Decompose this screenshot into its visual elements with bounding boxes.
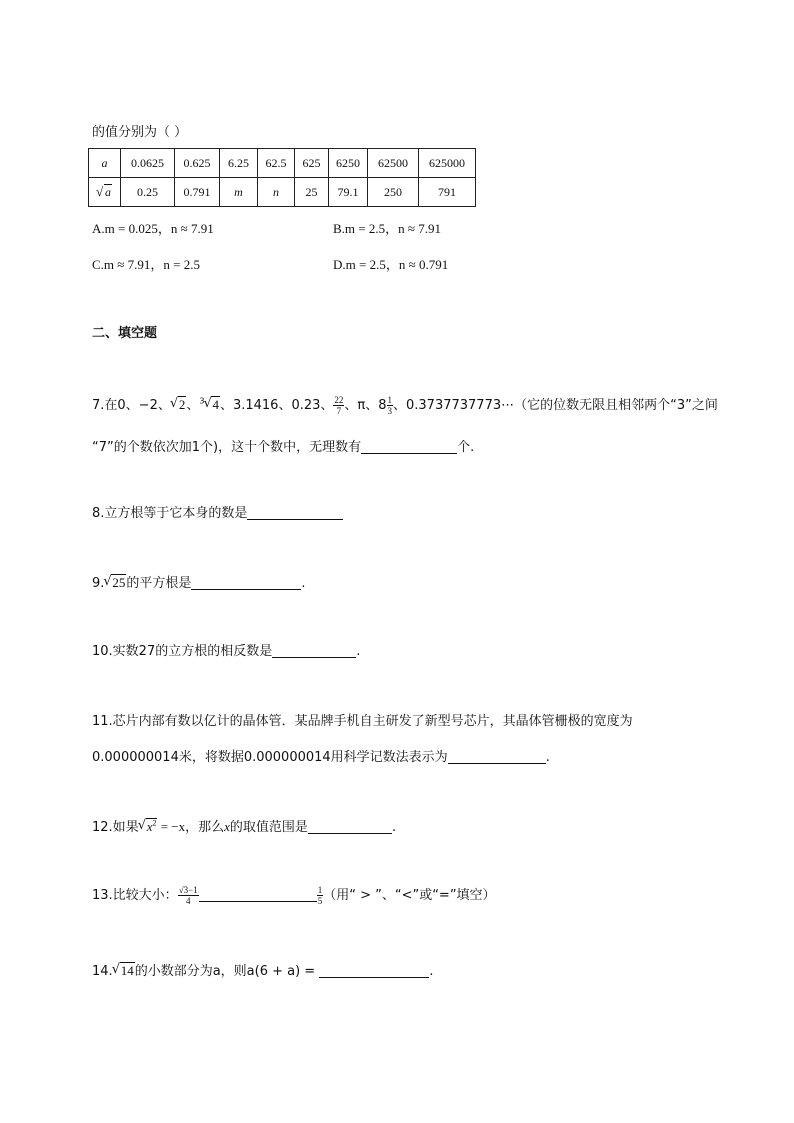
answer-blank[interactable] [272, 643, 356, 658]
option-a[interactable]: A.m = 0.025，n ≈ 7.91 [92, 221, 214, 236]
table-cell: 250 [368, 178, 419, 207]
q7-line1: 7.在0、−2、√ 2、$^3$√ 4、3.1416、0.23、 $\frac{22}{7}$ 、π、8 $\frac{1}{3}$ 、0.3737737773⋯（它的位数无限且相邻两个“3”之间 [92, 394, 718, 416]
answer-blank[interactable] [308, 819, 392, 834]
table-cell: 6.25 [220, 149, 258, 178]
table-cell: 0.625 [175, 149, 220, 178]
option-d[interactable]: D.m = 2.5，n ≈ 0.791 [333, 257, 449, 272]
answer-blank[interactable] [247, 505, 343, 520]
table-cell: n [258, 178, 295, 207]
table-row [89, 178, 476, 207]
table-cell: m [220, 178, 258, 207]
table-cell: 25 [295, 178, 329, 207]
answer-blank[interactable] [448, 749, 546, 764]
q10: 10.实数27的立方根的相反数是 . [92, 644, 361, 659]
q12: 12.如果√ $x^2 = -x$，那么x的取值范围是 . [92, 816, 396, 835]
option-c[interactable]: C.m ≈ 7.91，n = 2.5 [92, 257, 200, 272]
q13: 13.比较大小： $\frac{√3-1}{4}$ $\frac{1}{5}$ （用“ > ”、“<”或“=”填空） [92, 885, 496, 906]
value-table [88, 148, 476, 207]
table-cell: 0.791 [175, 178, 220, 207]
q9: 9.√ 25的平方根是 . [92, 572, 306, 591]
q11-line1: 11.芯片内部有数以亿计的晶体管．某品牌手机自主研发了新型号芯片，其晶体管栅极的宽度为 [92, 714, 633, 729]
q7-line2: “7”的个数依次加1个)，这十个数中，无理数有 个. [92, 440, 475, 455]
answer-blank[interactable] [319, 963, 429, 978]
table-cell: 625 [295, 149, 329, 178]
table-cell: 62.5 [258, 149, 295, 178]
table-cell: 0.25 [121, 178, 175, 207]
q8: 8.立方根等于它本身的数是 [92, 502, 343, 521]
q11-line2: 0.000000014米，将数据0.000000014用科学记数法表示为 . [92, 750, 550, 765]
table-cell: 625000 [419, 149, 476, 178]
option-b[interactable]: B.m = 2.5，n ≈ 7.91 [333, 221, 441, 236]
table-cell: 6250 [329, 149, 368, 178]
answer-blank[interactable] [199, 887, 317, 902]
table-cell: 791 [419, 178, 476, 207]
table-row [89, 149, 476, 178]
table-cell: 79.1 [329, 178, 368, 207]
q6-intro: 的值分别为（ ） [92, 125, 188, 140]
table-cell: 62500 [368, 149, 419, 178]
section-title: 二、填空题 [92, 326, 158, 341]
q14: 14.√ 14的小数部分为a，则a(6 + a) = . [92, 960, 433, 979]
table-head-sqrt-a: √ a [89, 178, 121, 207]
table-cell: 0.0625 [121, 149, 175, 178]
answer-blank[interactable] [191, 575, 301, 590]
table-head-a: a [89, 149, 121, 178]
answer-blank[interactable] [361, 439, 457, 454]
